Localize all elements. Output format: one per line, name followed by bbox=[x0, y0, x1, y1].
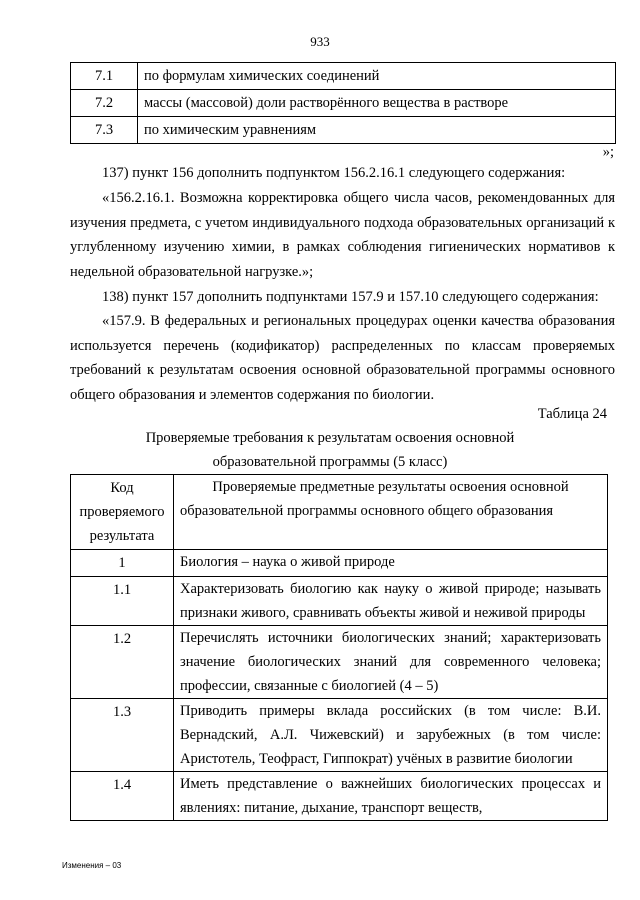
header-description: Проверяемые предметные результаты освоения основной образовательной программы основного общего образования bbox=[174, 475, 608, 550]
row-description: Биология – наука о живой природе bbox=[174, 550, 608, 577]
table-row bbox=[71, 117, 616, 144]
table-row bbox=[71, 577, 608, 626]
top-table bbox=[70, 62, 616, 144]
table-row bbox=[71, 699, 608, 772]
row-text: по химическим уравнениям bbox=[138, 117, 616, 144]
paragraph-156-2-16-1: «156.2.16.1. Возможна корректировка общего числа часов, рекомендованных для изучения предмета, с учетом индивидуального подхода образовательных организаций к углубленному изучению химии, в рамках соблюдения гигиенических нормативов к недельной образовательной нагрузке.»; bbox=[70, 190, 615, 280]
table-label: Таблица 24 bbox=[537, 406, 607, 422]
table-row bbox=[71, 550, 608, 577]
row-description: Приводить примеры вклада российских (в том числе: В.И. Вернадский, А.Л. Чижевский) и зарубежных (в том числе: Аристотель, Теофраст, Гиппократ) учёных в развитие биологии bbox=[174, 699, 608, 772]
row-number: 7.2 bbox=[71, 90, 138, 117]
row-code: 1.1 bbox=[71, 577, 174, 626]
header-code: Код проверяемого результата bbox=[71, 475, 174, 550]
row-number: 7.3 bbox=[71, 117, 138, 144]
table-row bbox=[71, 63, 616, 90]
row-text: массы (массовой) доли растворённого вещества в растворе bbox=[138, 90, 616, 117]
row-description: Характеризовать биологию как науку о живой природе; называть признаки живого, сравнивать объекты живой и неживой природы bbox=[174, 577, 608, 626]
row-text: по формулам химических соединений bbox=[138, 63, 616, 90]
row-code: 1 bbox=[71, 550, 174, 577]
footer-note: Изменения – 03 bbox=[62, 861, 122, 870]
requirements-table bbox=[70, 474, 608, 821]
table-header-row bbox=[71, 475, 608, 550]
paragraph-157-9: «157.9. В федеральных и региональных процедурах оценки качества образования используется перечень (кодификатор) распределенных по классам проверяемых требований к результатам освоения основной образовательной программы основного общего образования и элементов содержания по биологии. bbox=[70, 313, 615, 403]
row-number: 7.1 bbox=[71, 63, 138, 90]
row-code: 1.2 bbox=[71, 626, 174, 699]
paragraph-137: 137) пункт 156 дополнить подпунктом 156.2.16.1 следующего содержания: bbox=[102, 165, 566, 181]
row-description: Перечислять источники биологических знаний; характеризовать значение биологических знаний для современного человека; профессии, связанные с биологией (4 – 5) bbox=[174, 626, 608, 699]
closing-quote-mark: »; bbox=[602, 144, 614, 160]
table-title: Проверяемые требования к результатам освоения основной образовательной программы (5 класс) bbox=[145, 430, 515, 470]
table-row bbox=[71, 772, 608, 821]
table-row bbox=[71, 626, 608, 699]
row-code: 1.3 bbox=[71, 699, 174, 772]
row-code: 1.4 bbox=[71, 772, 174, 821]
page-number: 933 bbox=[310, 34, 330, 49]
row-description: Иметь представление о важнейших биологических процессах и явлениях: питание, дыхание, транспорт веществ, bbox=[174, 772, 608, 821]
paragraph-138: 138) пункт 157 дополнить подпунктами 157.9 и 157.10 следующего содержания: bbox=[102, 289, 599, 305]
table-row bbox=[71, 90, 616, 117]
